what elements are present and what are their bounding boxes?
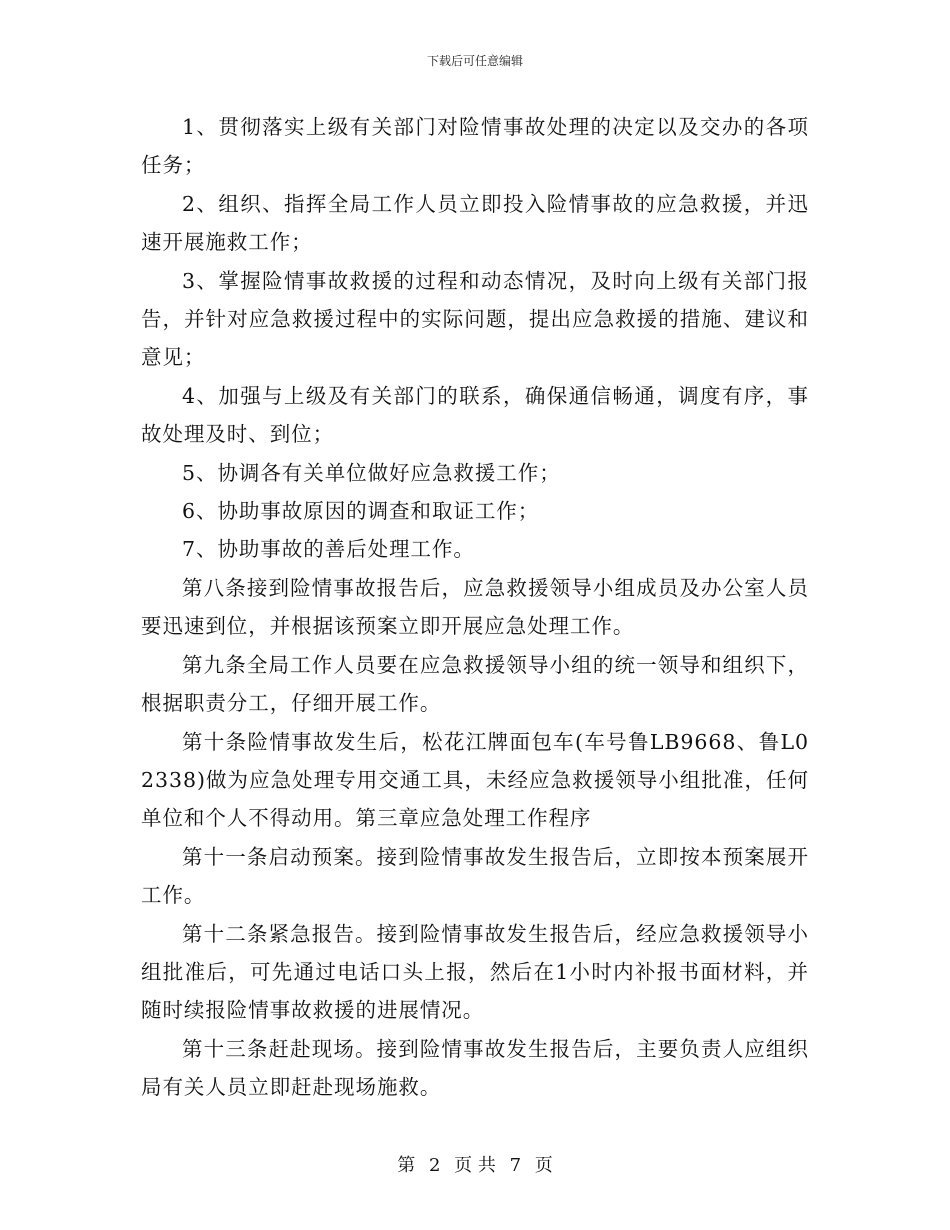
- paragraph-item-7: 7、协助事故的善后处理工作。: [182, 537, 475, 562]
- footer-prefix: 第: [397, 1155, 416, 1176]
- paragraph-article-12: 第十二条紧急报告。接到险情事故发生报告后，经应急救援领导小组批准后，可先通过电话口头上报，然后在1小时内补报书面材料，并随时续报险情事故救援的进展情况。: [141, 921, 809, 1023]
- paragraph-item-2: 2、组织、指挥全局工作人员立即投入险情事故的应急救援，并迅速开展施救工作；: [141, 191, 809, 255]
- paragraph-article-9: 第九条全局工作人员要在应急救援领导小组的统一领导和组织下，根据职责分工，仔细开展工作。: [141, 652, 809, 716]
- footer-total-pages: 7: [509, 1155, 522, 1176]
- paragraph-article-10: 第十条险情事故发生后，松花江牌面包车(车号鲁LB9668、鲁L02338)做为应急处理专用交通工具，未经应急救援领导小组批准，任何单位和个人不得动用。第三章应急处理工作程序: [141, 729, 809, 831]
- paragraph-item-4: 4、加强与上级及有关部门的联系，确保通信畅通，调度有序，事故处理及时、到位；: [141, 383, 809, 447]
- paragraph-item-6: 6、协助事故原因的调查和取证工作；: [182, 499, 540, 524]
- page-header-note: 下载后可任意编辑: [426, 54, 523, 68]
- footer-current-page: 2: [428, 1155, 441, 1176]
- paragraph-item-3: 3、掌握险情事故救援的过程和动态情况，及时向上级有关部门报告，并针对应急救援过程中的实际问题，提出应急救援的措施、建议和意见；: [141, 268, 809, 370]
- footer-suffix: 页: [534, 1155, 553, 1176]
- paragraph-item-1: 1、贯彻落实上级有关部门对险情事故处理的决定以及交办的各项任务；: [141, 115, 809, 178]
- paragraph-item-5: 5、协调各有关单位做好应急救援工作；: [182, 460, 561, 485]
- footer-middle: 页 共: [454, 1155, 496, 1176]
- paragraph-article-11: 第十一条启动预案。接到险情事故发生报告后，立即按本预案展开工作。: [141, 844, 809, 908]
- page-footer: [0, 1155, 950, 1177]
- document-body: [141, 108, 809, 1107]
- paragraph-article-13: 第十三条赶赴现场。接到险情事故发生报告后，主要负责人应组织局有关人员立即赶赴现场施救。: [141, 1036, 809, 1100]
- paragraph-article-8: 第八条接到险情事故报告后，应急救援领导小组成员及办公室人员要迅速到位，并根据该预案立即开展应急处理工作。: [141, 575, 809, 639]
